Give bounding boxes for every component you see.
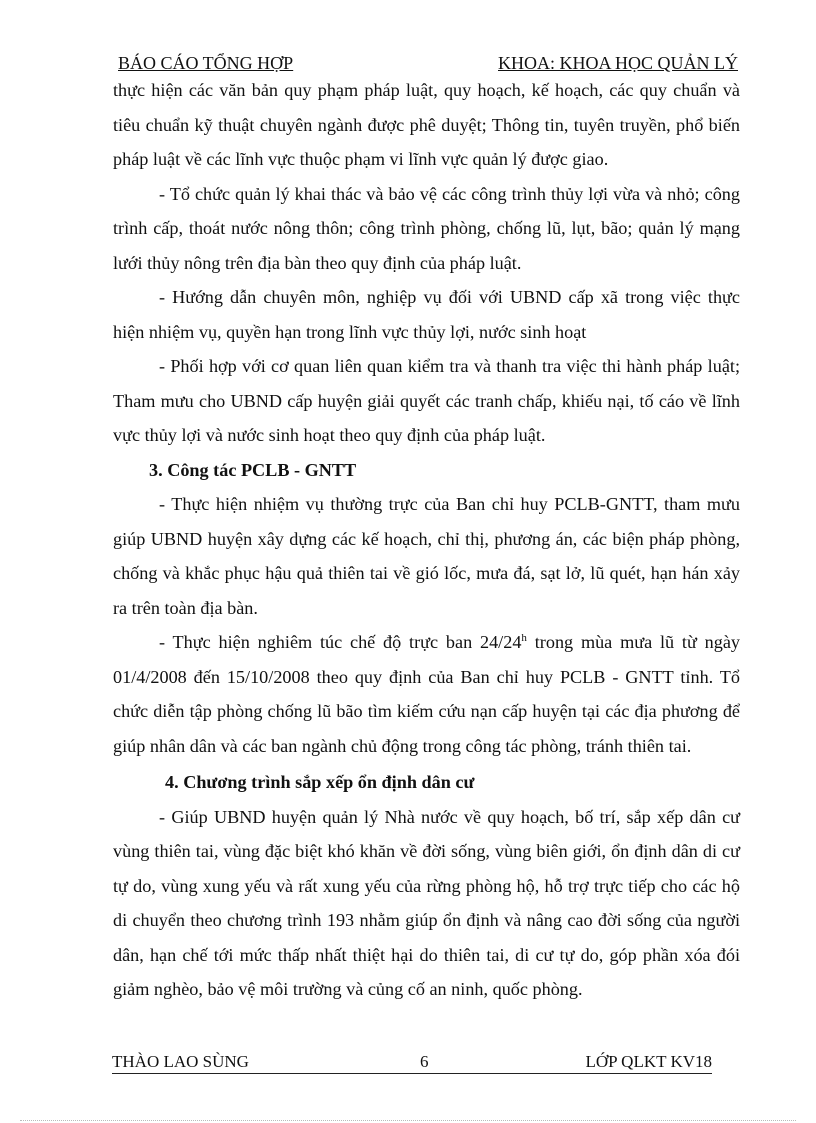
- section-heading-3: 3. Công tác PCLB - GNTT: [149, 459, 357, 480]
- page-bottom-edge: [20, 1120, 796, 1121]
- paragraph-inspection: - Phối hợp với cơ quan liên quan kiểm tra và thanh tra việc thi hành pháp luật; Tham mưu cho UBND cấp huyện giải quyết các tranh chấp, khiếu nại, tố cáo về lĩnh vực thủy lợi và nước sinh hoạt theo quy định của pháp luật.: [113, 356, 740, 445]
- duty-text-end: trong mùa mưa lũ từ ngày 01/4/2008 đến 15/10/2008 theo quy định của Ban chỉ huy PCLB - GNTT tỉnh. Tổ chức diễn tập phòng chống lũ bão tìm kiếm cứu nạn cấp huyện tại các địa phương để giúp nhân dân và các ban ngành chủ động trong công tác phòng, tránh thiên tai.: [113, 632, 740, 756]
- header-report-title: BÁO CÁO TỔNG HỢP: [118, 53, 294, 73]
- document-body: [113, 73, 740, 1007]
- footer-author: THÀO LAO SÙNG: [112, 1052, 249, 1071]
- paragraph-duty-schedule: [113, 625, 740, 763]
- paragraph-continuation: thực hiện các văn bản quy phạm pháp luật, quy hoạch, kế hoạch, các quy chuẩn và tiêu chuẩn kỹ thuật chuyên ngành được phê duyệt; Thông tin, tuyên truyền, phổ biến pháp luật về các lĩnh vực thuộc phạm vi lĩnh vực quản lý được giao.: [113, 80, 740, 169]
- paragraph-disaster-prevention: - Thực hiện nhiệm vụ thường trực của Ban chỉ huy PCLB-GNTT, tham mưu giúp UBND huyện xây dựng các kế hoạch, chỉ thị, phương án, các biện pháp phòng, chống và khắc phục hậu quả thiên tai về gió lốc, mưa đá, sạt lở, lũ quét, hạn hán xảy ra trên toàn địa bàn.: [113, 494, 740, 618]
- duty-hour-superscript: h: [521, 632, 527, 644]
- paragraph-guidance: - Hướng dẫn chuyên môn, nghiệp vụ đối với UBND cấp xã trong việc thực hiện nhiệm vụ, quyền hạn trong lĩnh vực thủy lợi, nước sinh hoạt: [113, 287, 740, 342]
- duty-text-start: - Thực hiện nghiêm túc chế độ trực ban 24/24: [159, 632, 522, 652]
- section-heading-4: 4. Chương trình sắp xếp ổn định dân cư: [165, 772, 475, 792]
- paragraph-irrigation-management: - Tổ chức quản lý khai thác và bảo vệ các công trình thủy lợi vừa và nhỏ; công trình cấp, thoát nước nông thôn; công trình phòng, chống lũ, lụt, bão; quản lý mạng lưới thủy nông trên địa bàn theo quy định của pháp luật.: [113, 183, 740, 273]
- footer-class: LỚP QLKT KV18: [585, 1052, 712, 1071]
- paragraph-resettlement: - Giúp UBND huyện quản lý Nhà nước về quy hoạch, bố trí, sắp xếp dân cư vùng thiên tai, vùng đặc biệt khó khăn về đời sống, vùng biên giới, ổn định dân di cư tự do, vùng xung yếu và rất xung yếu của rừng phòng hộ, hỗ trợ trực tiếp cho các hộ di chuyển theo chương trình 193 nhằm giúp ổn định và nâng cao đời sống của người dân, hạn chế tới mức thấp nhất thiệt hại do thiên tai, di cư tự do, góp phần xóa đói giảm nghèo, bảo vệ môi trường và củng cố an ninh, quốc phòng.: [113, 806, 740, 999]
- footer-page-number: 6: [420, 1052, 429, 1071]
- header-faculty: KHOA: KHOA HỌC QUẢN LÝ: [498, 53, 738, 73]
- footer-rule: [112, 1073, 712, 1074]
